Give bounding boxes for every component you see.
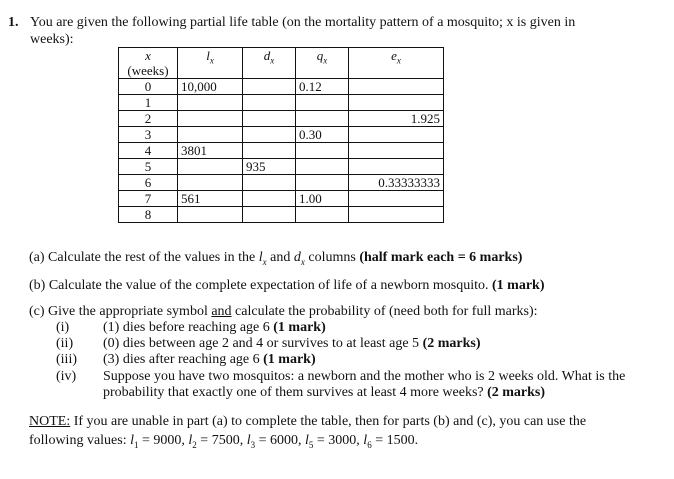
note-value-subscript: 6 bbox=[367, 439, 372, 450]
note-value-subscript: 1 bbox=[134, 439, 139, 450]
cell-l bbox=[178, 207, 243, 223]
cell-d: 935 bbox=[243, 159, 296, 175]
cell-e bbox=[349, 207, 444, 223]
question-number: 1. bbox=[8, 15, 19, 30]
note-line-1: NOTE: If you are unable in part (a) to complete the table, then for parts (b) and (c), you can use the bbox=[29, 414, 587, 429]
note-value: = 1500. bbox=[371, 433, 419, 448]
subpart-i: (i) (1) dies before reaching age 6 (1 mark) bbox=[56, 320, 326, 335]
cell-e: 0.33333333 bbox=[349, 175, 444, 191]
table-row bbox=[119, 191, 444, 207]
question-line-2: weeks): bbox=[30, 32, 74, 47]
cell-e bbox=[349, 79, 444, 95]
cell-d bbox=[243, 191, 296, 207]
subpart-ii: (ii) (0) dies between age 2 and 4 or survives to at least age 5 (2 marks) bbox=[56, 336, 481, 351]
note-value-symbol: l bbox=[363, 433, 368, 448]
note bbox=[29, 412, 659, 455]
life-table-body bbox=[119, 79, 444, 223]
table-row bbox=[119, 143, 444, 159]
cell-q bbox=[296, 143, 349, 159]
note-line-2: following values: $l_1 = 9000$, $l_2 = 7500$, $l_3 = 6000$, $l_5 = 3000$, $l_6 = 1500$. bbox=[29, 433, 419, 450]
cell-x: 7 bbox=[119, 191, 178, 207]
header-ex: $e_x$ bbox=[349, 48, 444, 79]
note-value: = 3000, bbox=[313, 433, 364, 448]
cell-l bbox=[178, 111, 243, 127]
question-line-1: You are given the following partial life table (on the mortality pattern of a mosquito; x is given in bbox=[30, 15, 576, 30]
cell-x: 2 bbox=[119, 111, 178, 127]
cell-l: 10,000 bbox=[178, 79, 243, 95]
part-b: (b) Calculate the value of the complete expectation of life of a newborn mosquito. (1 mark) bbox=[29, 278, 545, 293]
note-value-symbol: l bbox=[130, 433, 134, 448]
table-row bbox=[119, 159, 444, 175]
subpart-iii: (iii) (3) dies after reaching age 6 (1 mark) bbox=[56, 352, 316, 367]
header-lx: $l_x$ bbox=[178, 48, 243, 79]
cell-d bbox=[243, 207, 296, 223]
cell-e bbox=[349, 95, 444, 111]
table-row bbox=[119, 111, 444, 127]
part-b-marks: (1 mark) bbox=[492, 278, 545, 293]
note-value: = 9000, bbox=[138, 433, 189, 448]
cell-e: 1.925 bbox=[349, 111, 444, 127]
note-value-symbol: l bbox=[246, 433, 251, 448]
table-row bbox=[119, 95, 444, 111]
part-c: (c) Give the appropriate symbol and calculate the probability of (need both for full marks): bbox=[29, 304, 538, 319]
cell-l bbox=[178, 127, 243, 143]
note-value-subscript: 2 bbox=[192, 439, 197, 450]
cell-q: 0.12 bbox=[296, 79, 349, 95]
header-qx: $q_x$ bbox=[296, 48, 349, 79]
note-value-symbol: l bbox=[305, 433, 309, 448]
cell-d bbox=[243, 175, 296, 191]
cell-e bbox=[349, 127, 444, 143]
note-value: = 6000, bbox=[255, 433, 305, 448]
header-x-unit: (weeks) bbox=[127, 63, 169, 78]
cell-x: 6 bbox=[119, 175, 178, 191]
cell-x: 3 bbox=[119, 127, 178, 143]
cell-x: 0 bbox=[119, 79, 178, 95]
cell-d bbox=[243, 143, 296, 159]
cell-d bbox=[243, 95, 296, 111]
cell-e bbox=[349, 191, 444, 207]
table-row bbox=[119, 127, 444, 143]
cell-l: 3801 bbox=[178, 143, 243, 159]
cell-d bbox=[243, 127, 296, 143]
cell-q bbox=[296, 207, 349, 223]
header-dx: $d_x$ bbox=[243, 48, 296, 79]
cell-x: 4 bbox=[119, 143, 178, 159]
note-value: = 7500, bbox=[196, 433, 247, 448]
cell-q: 1.00 bbox=[296, 191, 349, 207]
cell-l bbox=[178, 95, 243, 111]
cell-d bbox=[243, 111, 296, 127]
cell-x: 5 bbox=[119, 159, 178, 175]
cell-q bbox=[296, 159, 349, 175]
part-a-marks: (half mark each = 6 marks) bbox=[359, 250, 523, 265]
cell-l bbox=[178, 175, 243, 191]
cell-q: 0.30 bbox=[296, 127, 349, 143]
question-heading bbox=[8, 14, 658, 48]
cell-e bbox=[349, 159, 444, 175]
cell-e bbox=[349, 143, 444, 159]
cell-q bbox=[296, 111, 349, 127]
table-row bbox=[119, 79, 444, 95]
table-row bbox=[119, 175, 444, 191]
life-table bbox=[118, 47, 444, 223]
cell-d bbox=[243, 79, 296, 95]
life-table-header-row bbox=[119, 48, 444, 79]
cell-l bbox=[178, 159, 243, 175]
header-x: x (weeks) bbox=[119, 48, 178, 79]
part-a: (a) Calculate the rest of the values in the $l_x$ and $d_x$ columns (half mark each = 6 marks) bbox=[29, 250, 523, 267]
table-row bbox=[119, 207, 444, 223]
cell-l: 561 bbox=[178, 191, 243, 207]
cell-x: 8 bbox=[119, 207, 178, 223]
note-label: NOTE: bbox=[29, 414, 71, 429]
cell-x: 1 bbox=[119, 95, 178, 111]
note-value-subscript: 3 bbox=[250, 439, 256, 450]
cell-q bbox=[296, 95, 349, 111]
cell-q bbox=[296, 175, 349, 191]
subpart-iv: (iv) Suppose you have two mosquitos: a newborn and the mother who is 2 weeks old. What is the probability that exactly one of them survives at least 4 more weeks? (2 marks) bbox=[56, 369, 626, 400]
note-value-subscript: 5 bbox=[308, 439, 314, 450]
note-value-symbol: l bbox=[188, 433, 193, 448]
